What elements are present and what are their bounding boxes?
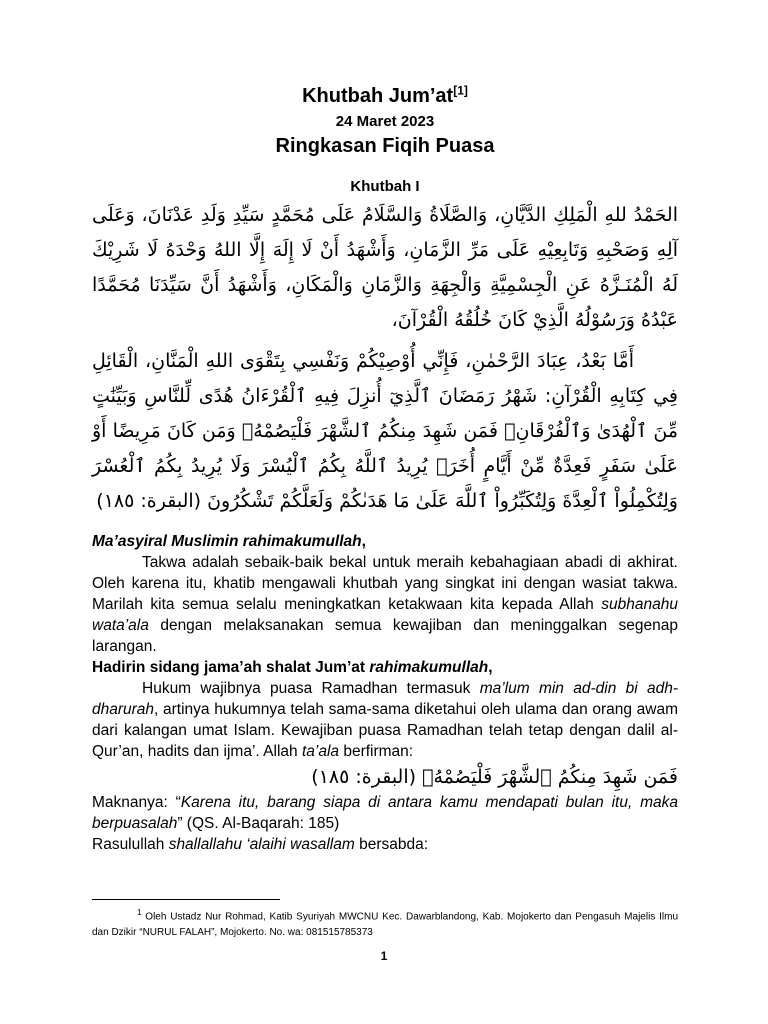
title-footnote-ref: [1] bbox=[453, 83, 468, 98]
rasul-italic: shallallahu ‘alaihi wasallam bbox=[168, 836, 355, 853]
paragraph-rasulullah bbox=[92, 834, 678, 855]
document-title bbox=[92, 84, 678, 108]
arabic-opening-praise: الحَمْدُ للهِ الْمَلِكِ الدَّيَّانِ، وَالصَّلَاةُ وَالسَّلَامُ عَلَى مُحَمَّدٍ سَيِّدِ وَلَدِ عَدْنَانَ، وَعَلَى آلِهِ وَصَحْبِهِ وَتَابِعِيْهِ عَلَى مَرِّ الزَّمَانِ، وَأَشْهَدُ أَنْ لَا إِلَهَ إِلَّا اللهُ وَحْدَهُ لَا شَرِيْكَ لَهُ الْمُنَـزَّهُ عَنِ الْجِسْمِيَّةِ وَالْجِهَةِ وَالزَّمَانِ وَالْمَكَانِ، وَأَشْهَدُ أَنَّ سَيِّدَنَا مُحَمَّدًا عَبْدُهُ وَرَسُوْلُهُ الَّذِيْ كَانَ خُلُقُهُ الْقُرْآنَ، bbox=[92, 204, 678, 331]
paragraph-maknanya bbox=[92, 792, 678, 834]
document-date: 24 Maret 2023 bbox=[335, 113, 435, 130]
footnote-number: 1 bbox=[137, 908, 142, 917]
maknanya-tail: ” (QS. Al-Baqarah: 185) bbox=[177, 815, 340, 832]
paragraph-takwa-text-1: Takwa adalah sebaik-baik bekal untuk meraih kebahagiaan abadi di akhirat. Oleh karena itu, khatib mengawali khutbah yang singkat ini dengan wasiat takwa. Marilah kita semua selalu meningkatkan ketakwaan kita kepada Allah bbox=[92, 554, 678, 613]
address-2-lead: Hadirin sidang jama’ah shalat Jum’at bbox=[92, 659, 370, 676]
address-heading-1 bbox=[92, 531, 678, 552]
arabic-amma-badu-verse: أَمَّا بَعْدُ، عِبَادَ الرَّحْمٰنِ، فَإِنِّي أُوْصِيْكُمْ وَنَفْسِي بِتَقْوَى اللهِ الْمَنَّانِ، الْقَائِلِ فِي كِتَابِهِ الْقُرْآنِ: شَهْرُ رَمَضَانَ ٱلَّذِيٓ أُنزِلَ فِيهِ ٱلْقُرْءَانُ هُدًى لِّلنَّاسِ وَبَيِّنَٰتٍ مِّنَ ٱلْهُدَىٰ وَٱلْفُرْقَانِۚ فَمَن شَهِدَ مِنكُمُ ٱلشَّهْرَ فَلْيَصُمْهُۖ وَمَن كَانَ مَرِيضًا أَوْ عَلَىٰ سَفَرٍ فَعِدَّةٌ مِّنْ أَيَّامٍ أُخَرَۗ يُرِيدُ ٱللَّهُ بِكُمُ ٱلْيُسْرَ وَلَا يُرِيدُ بِكُمُ ٱلْعُسْرَ وَلِتُكْمِلُواْ ٱلْعِدَّةَ وَلِتُكَبِّرُواْ ٱللَّهَ عَلَىٰ مَا هَدَىٰكُمْ وَلَعَلَّكُمْ تَشْكُرُونَ (البقرة: ١٨٥) bbox=[92, 350, 678, 512]
section-label: Khutbah I bbox=[350, 178, 420, 195]
paragraph-hukum-text-2: , artinya hukumnya telah sama-sama diketahui oleh ulama dan orang awam dari kalangan umat Islam. Kewajiban puasa Ramadhan telah tetap dengan dalil al-Qur’an, hadits dan ijma’. Allah bbox=[92, 701, 678, 760]
title-text: Khutbah Jum’at bbox=[302, 85, 454, 107]
footnote bbox=[92, 905, 678, 941]
paragraph-takwa-text-2: dengan melaksanakan semua kewajiban dan meninggalkan segenap larangan. bbox=[92, 617, 678, 655]
address-1-lead: Ma’asyiral Muslimin bbox=[92, 533, 243, 550]
document-subtitle: Ringkasan Fiqih Puasa bbox=[275, 135, 495, 157]
paragraph-hukum-italic-2: ta’ala bbox=[301, 743, 340, 760]
paragraph-hukum-text-3: berfirman: bbox=[339, 743, 414, 760]
paragraph-hukum-italic-1: ma’lum min ad-din bi adh-dharurah bbox=[92, 680, 678, 718]
address-1-italic: rahimakumullah bbox=[242, 533, 362, 550]
rasul-lead: Rasulullah bbox=[92, 836, 169, 853]
arabic-verse-short: فَمَن شَهِدَ مِنكُمُ ٱلشَّهْرَ فَلْيَصُمْهُۖ (البقرة: ١٨٥) bbox=[311, 766, 678, 788]
address-heading-2 bbox=[92, 657, 678, 678]
page-number: 1 bbox=[380, 949, 388, 963]
footnote-divider bbox=[92, 899, 280, 900]
document-page bbox=[92, 84, 678, 855]
paragraph-hukum-text-1: Hukum wajibnya puasa Ramadhan termasuk bbox=[142, 680, 480, 697]
rasul-tail: bersabda: bbox=[354, 836, 429, 853]
paragraph-takwa-italic: subhanahu wata’ala bbox=[92, 596, 678, 634]
maknanya-lead: Maknanya: “ bbox=[92, 794, 181, 811]
address-2-italic: rahimakumullah bbox=[369, 659, 489, 676]
paragraph-hukum-puasa bbox=[92, 678, 678, 762]
address-2-tail: , bbox=[488, 659, 493, 676]
footnote-text: Oleh Ustadz Nur Rohmad, Katib Syuriyah MWCNU Kec. Dawarblandong, Kab. Mojokerto dan Pengasuh Majelis Ilmu dan Dzikir “NURUL FALAH”, Mojokerto. No. wa: 081515785373 bbox=[92, 911, 679, 939]
address-1-tail: , bbox=[361, 533, 366, 550]
maknanya-italic: Karena itu, barang siapa di antara kamu mendapati bulan itu, maka berpuasalah bbox=[92, 794, 678, 832]
paragraph-takwa bbox=[92, 552, 678, 657]
